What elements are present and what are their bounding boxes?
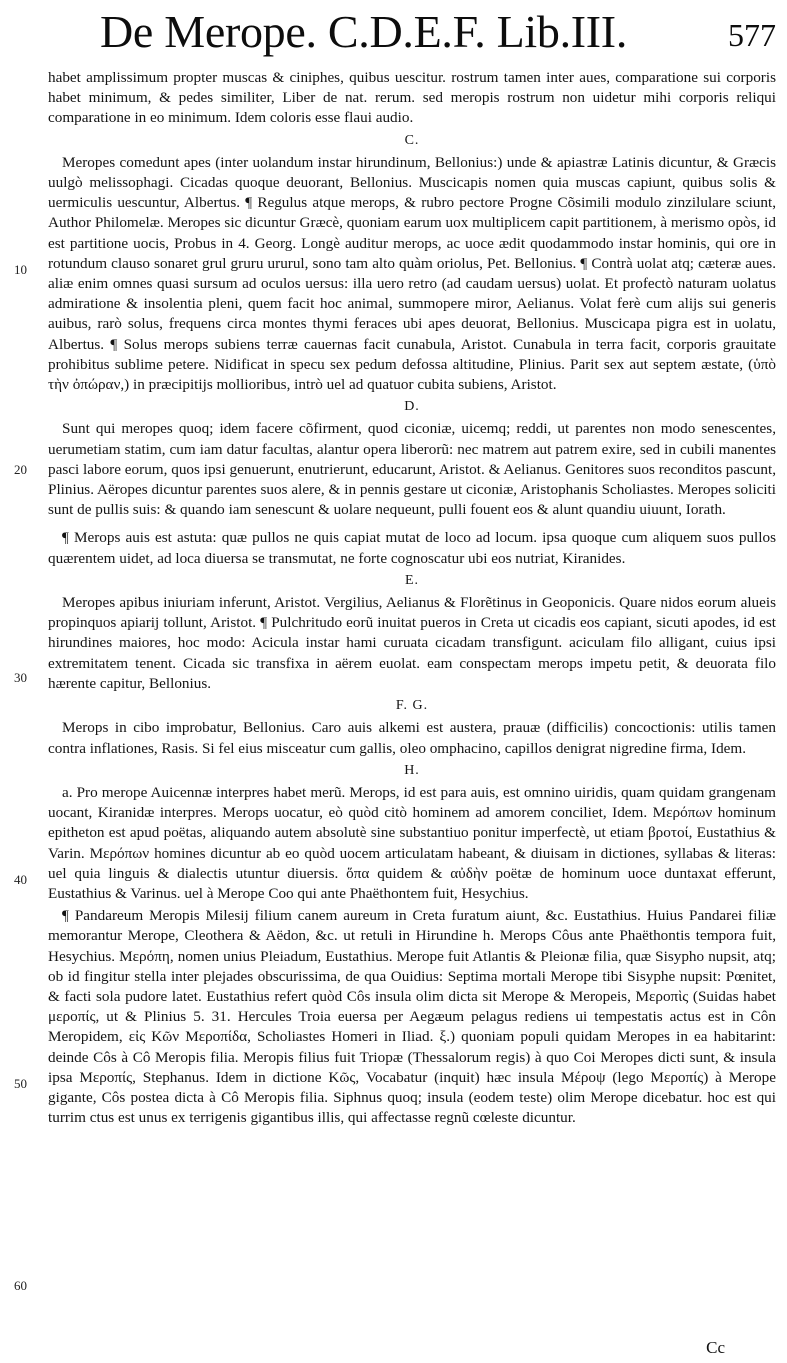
- line-number-40: 40: [14, 872, 27, 887]
- paragraph-c: Meropes comedunt apes (inter uolandum instar hirundinum, Bellonius:) unde & apiastræ Latinis dicuntur, & Græcis uulgò melissophagi. Cicadas quoque deuorant, Bellonius. Muscicapis nomen quia muscas capiunt, quibus solis & uermiculis uescuntur, Albertus. ¶ Regulus atque merops, & rubro pectore Progne Cõsimili modulo zinzilulare sciunt, Author Philomelæ. Meropes sic dicuntur Græcè, quoniam earum uox multiplicem capit partitionem, à merismo opòs, id est partitione uocis, Probus in 4. Georg. Longè auditur merops, ac uoce ædit quodammodo instar hominis, qui ore in rotundum clauso sonaret grul gruru ururul, sono tam alto quàm oriolus, Pet. Bellonius. ¶ Contrà uolat atq; cæteræ aues. aliæ enim omnes quasi sursum ad oculos uersus: illa uero retro (ad caudam uersus) uolat. Et profectò naturam uolatus admiratione & insolentia pleni, quem facit hoc animal, summopere miror, Aelianus. Volat ferè cum alijs sui generis auibus, rarò solus, frequens circa montes thymi feraces ubi apes deuorat, Bellonius. Muscicapa pigra est in uolatu, Albertus. ¶ Solus merops subiens terræ cauernas facit cunabula, Aristot. Cunabula in terra facit, corporis grauitate prohibitus sublime petere. Nidificat in specu sex pedum defossa altitudine, Plinius. Parit sex aut septem æstate, (ὑπὸ τὴν ὀπώραν,) in præcipitijs mollioribus, intrò uel ad quatuor cubita subiens, Aristot.: [48, 153, 776, 394]
- line-number-10: 10: [14, 262, 27, 277]
- paragraph-h1: a. Pro merope Auicennæ interpres habet merũ. Merops, id est para auis, est omnino uiridis, quam quidam grangenam uocant, Kiranidæ interpres. Merops uocatur, eò quòd citò hominem ad amorem conciliet, Idem. Μερόπων hominum epitheton est apud poëtas, aliquando autem absolutè sine substantiuo ponitur imperfectè, ut etiam βροτοί, Eustathius & Varin. Μερόπων homines dicuntur ab eo quòd uocem articulatam habeant, & diuisam in dictiones, syllabas & literas: uel quia linguis & dialectis utuntur diuersis. ὅπα quidem & αὐδὴν poëtæ de hominum uoce duntaxat efferunt, Eustathius & Varinus. uel à Merope Coo qui ante Phaëthontem fuit, Hesychius.: [48, 783, 776, 902]
- line-number-20: 20: [14, 462, 27, 477]
- page-header: [100, 2, 780, 64]
- running-title: De Merope. C.D.E.F. Lib.III.: [100, 6, 628, 57]
- page-number: 577: [728, 17, 776, 53]
- intro-paragraph: habet amplissimum propter muscas & ciniphes, quibus uescitur. rostrum tamen inter aues, comparatione sui corporis habet minimum, & pedes similiter, Liber de nat. rerum. sed meropis rostrum non uidetur mihi corporis reliqui comparatione in eo minimum. Idem coloris esse flaui audio.: [48, 69, 776, 127]
- main-text: [48, 68, 776, 1130]
- section-heading-h: H.: [404, 762, 420, 778]
- paragraph-fg: Merops in cibo improbatur, Bellonius. Caro auis alkemi est austera, prauæ (difficilis) concoctionis: utilis tamen contra inflationes, Rasis. Si fel eius misceatur cum gallis, oleo omphacino, capillos denigrat nigredine firma, Idem.: [48, 719, 776, 757]
- paragraph-h2: ¶ Pandareum Meropis Milesij filium canem aureum in Creta furatum aiunt, &c. Eustathius. Huius Pandarei filiæ memorantur Merope, Cleothera & Aëdon, &c. ut retuli in Hirundine h. Merops Côus ante Phaëthontis tempora fuit, Hesychius. Μερόπη, nomen unius Pleiadum, Eustathius. Merope fuit Atlantis & Pleionæ filia, quæ Sisypho nupsit, atq; ob id fingitur stella inter plejades obscurissima, de qua Ouidius: Septima mortali Merope tibi Sisyphe nupsit: Pœnitet, & facti sola pudore latet. Eustathius refert quòd Côs insula olim dicta sit Merope & Meropeis, Μεροπὶς (Suidas habet μεροπίς, ut & Plinius 5. 31. Hercules Troia euersa per Aegæum pelagus rediens ui tempestatis actus est in Côn Meropidem, εἰς Κῶν Μεροπίδα, Scholiastes Homeri in Iliad. ξ.) quoniam populi quidam Meropes in ea habitarint: deinde Côs à Cô Meropis filia. Meropis filius fuit Triopæ (Thessalorum regis) à quo Coi Meropes dicti sunt, & insula ipsa Μεροπίς, Stephanus. Idem in dictione Κῶς, Vocabatur (inquit) hæc insula Μέροψ (lego Μεροπίς) à Merope gigante, Côs postea dicta à Cô Meropis filia. Siphnus quoq; insula (eodem teste) olim Merope dicebatur. hoc est qui turrim ctus est unus ex terrigenis gigantibus illis, qui affectasse regnũ cœleste dicuntur.: [48, 907, 776, 1127]
- line-number-50: 50: [14, 1076, 27, 1091]
- paragraph-e: Meropes apibus iniuriam inferunt, Aristot. Vergilius, Aelianus & Florẽtinus in Geoponicis. Quare nidos eorum alueis propinquos apiarij tollunt, Aristot. ¶ Pulchritudo eorũ inuitat pueros in Creta ut cicadis eos capiant, sicuti apodes, id est hirundines maiores, hoc modo: Acicula instar hami curuata cicadam transfigunt. aciculam filo alligant, cuius ipsi extremitatem tenent. Cicada sic transfixa in aërem euolat. eam conspectam merops impetu petit, & deuorata filo hærente capitur, Bellonius.: [48, 594, 776, 692]
- section-heading-fg: F. G.: [395, 698, 429, 714]
- paragraph-d1: Sunt qui meropes quoq; idem facere cõfirment, quod ciconiæ, uicemq; reddi, ut parentes non modo senescentes, uerumetiam statim, cum iam datur facultas, alantur opera liberorũ: nec matrem aut patrem exire, sed in cubili manentes pasci labore eorum, quos ipsi genuerunt, enutrierunt, educarunt, Aristot. & Aelianus. Genitores suos reconditos pascunt, Plinius. Aëropes dicuntur parentes suos alere, & in pennis gestare ut ciconiæ, Aristophanis Scholiastes. Meropes soliciti sunt de pullis suis: & quando iam senescunt & uolare nequeunt, pulli fouent eos & alunt quandiu uiuunt, Iorath.: [48, 420, 776, 519]
- section-heading-e: E.: [404, 572, 420, 588]
- section-heading-d: D.: [404, 399, 420, 415]
- paragraph-d2: ¶ Merops auis est astuta: quæ pullos ne quis capiat mutat de loco ad locum. ipsa quoque cum aliquem suos pullos quærentem uidet, ad loca diuersa se transmutat, ne forte cognoscatur ubi eos nutriat, Kiranides.: [48, 529, 776, 567]
- catchword: Cc: [706, 1338, 725, 1357]
- section-heading-c: C.: [404, 132, 420, 148]
- line-number-30: 30: [14, 670, 27, 685]
- line-number-60: 60: [14, 1278, 27, 1293]
